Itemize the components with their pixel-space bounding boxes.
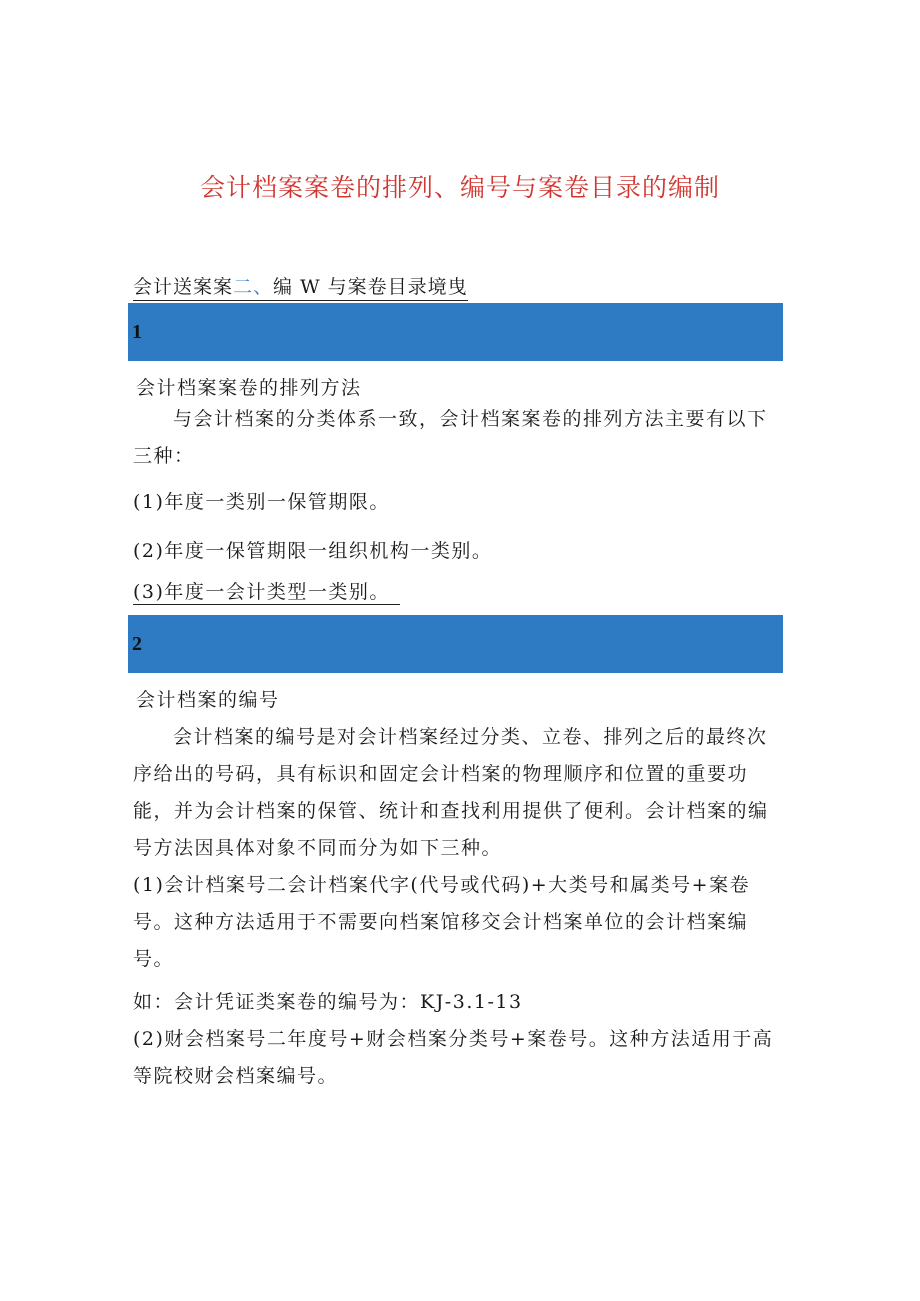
section-2-item-2: (2)财会档案号二年度号+财会档案分类号+案卷号。这种方法适用于高等院校财会档案编号。 bbox=[133, 1028, 774, 1087]
section-1-intro: 与会计档案的分类体系一致，会计档案案卷的排列方法主要有以下三种： bbox=[133, 408, 768, 467]
subtitle-part-3: 编 W 与案卷目录境曳 bbox=[273, 276, 468, 298]
section-2-banner bbox=[128, 615, 783, 673]
subtitle-part-2: 二、 bbox=[233, 276, 274, 298]
section-1-item-2: (2)年度一保管期限一组织机构一类别。 bbox=[133, 540, 493, 562]
section-1-heading: 会计档案案卷的排列方法 bbox=[136, 377, 362, 399]
section-2-number: 2 bbox=[132, 633, 142, 655]
section-2-intro: 会计档案的编号是对会计档案经过分类、立卷、排列之后的最终次序给出的号码，具有标识和固定会计档案的物理顺序和位置的重要功能，并为会计档案的保管、统计和查找利用提供了便利。会计档案的编号方法因具体对象不同而分为如下三种。 bbox=[133, 726, 769, 859]
section-2-heading: 会计档案的编号 bbox=[136, 689, 280, 711]
document-subtitle bbox=[133, 272, 468, 301]
section-2-example: 如：会计凭证类案卷的编号为：KJ-3.1-13 bbox=[133, 991, 523, 1013]
section-2-item-1: (1)会计档案号二会计档案代字(代号或代码)+大类号和属类号+案卷号。这种方法适用于不需要向档案馆移交会计档案单位的会计档案编号。 bbox=[133, 874, 751, 970]
section-1-banner bbox=[128, 303, 783, 361]
section-1-item-3: (3)年度一会计类型一类别。 bbox=[133, 577, 400, 605]
subtitle-part-1: 会计送案案 bbox=[133, 276, 234, 298]
section-1-item-1: (1)年度一类别一保管期限。 bbox=[133, 491, 390, 513]
document-title: 会计档案案卷的排列、编号与案卷目录的编制 bbox=[199, 173, 720, 202]
section-1-number: 1 bbox=[132, 321, 142, 343]
